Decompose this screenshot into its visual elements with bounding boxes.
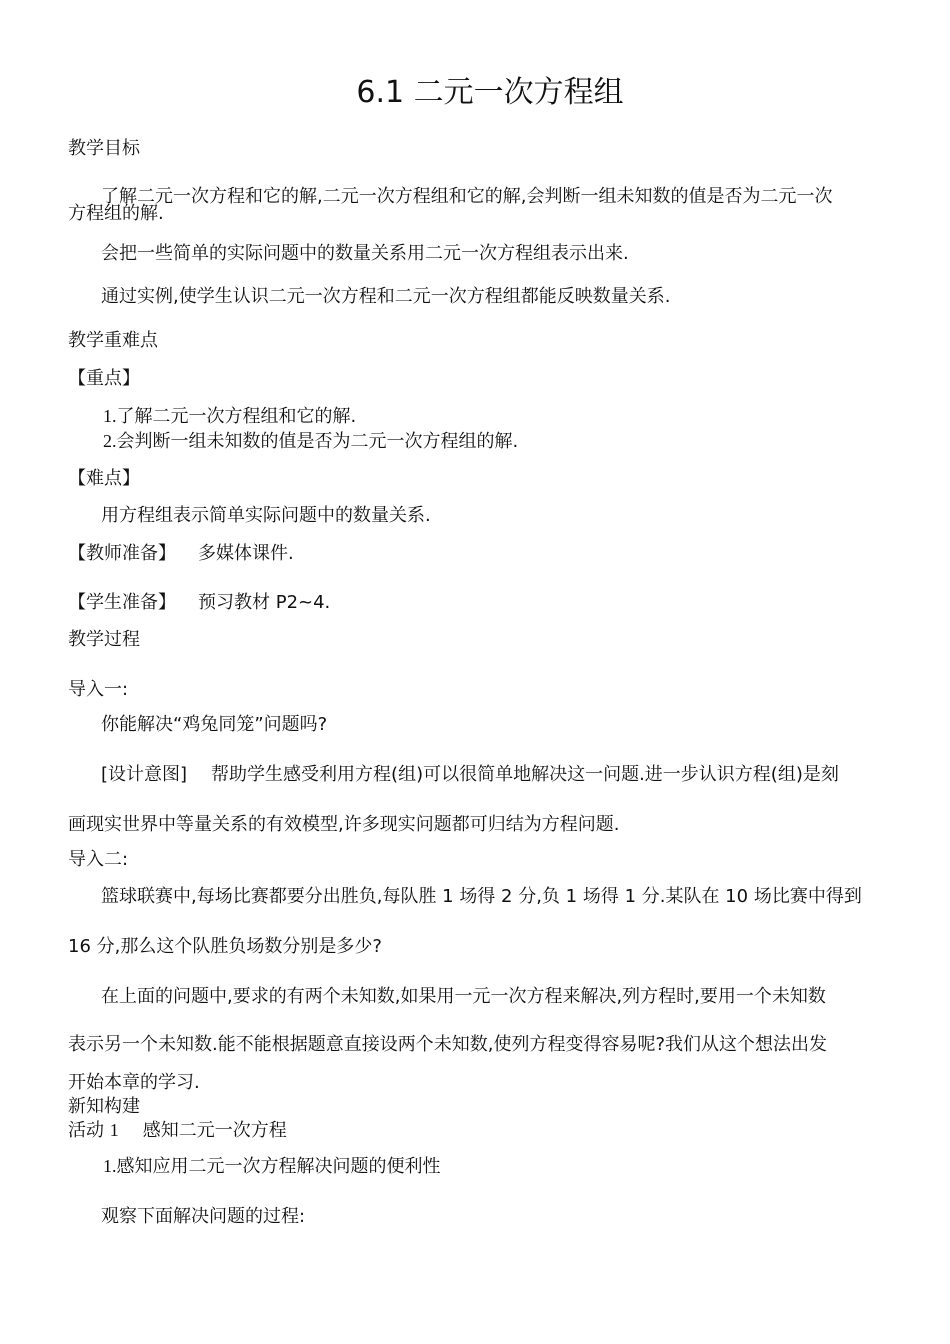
design-intent-text: 帮助学生感受利用方程(组)可以很简单地解决这一问题.进一步认识方程(组)是刻: [211, 764, 839, 785]
key-item-number: 2.: [103, 431, 117, 451]
student-prep: [68, 591, 330, 615]
activity-number: 1: [109, 1120, 119, 1140]
design-intent-label: [设计意图]: [101, 764, 188, 785]
intro-2-line-1: 篮球联赛中,每场比赛都要分出胜负,每队胜 1 场得 2 分,负 1 场得 1 分.某队在 10 场比赛中得到: [101, 886, 862, 907]
teacher-prep-label: 【教师准备】: [68, 543, 176, 564]
section-heading-keypoints: 教学重难点: [68, 330, 158, 351]
section-heading-process: 教学过程: [68, 629, 140, 650]
design-intent-line-1: [101, 763, 839, 787]
difficulty-text: 用方程组表示简单实际问题中的数量关系.: [101, 505, 431, 526]
activity-label: 活动: [68, 1120, 104, 1141]
student-prep-text: 预习教材 P2~4.: [198, 592, 331, 613]
teacher-prep: [68, 542, 294, 566]
activity-heading: [68, 1118, 287, 1143]
problem-paragraph-line-2: 表示另一个未知数.能不能根据题意直接设两个未知数,使列方程变得容易呢?我们从这个想法出发: [68, 1034, 827, 1055]
key-item-1: [103, 404, 356, 429]
key-item-text: 会判断一组未知数的值是否为二元一次方程组的解.: [116, 431, 519, 452]
key-item-number: 1.: [103, 406, 117, 426]
observe-text: 观察下面解决问题的过程:: [101, 1206, 306, 1227]
activity-title: 感知二元一次方程: [142, 1120, 287, 1141]
section-heading-new-knowledge: 新知构建: [68, 1096, 140, 1117]
design-intent-line-2: 画现实世界中等量关系的有效模型,许多现实问题都可归结为方程问题.: [68, 814, 620, 835]
intro-1-question: 你能解决“鸡兔同笼”问题吗?: [101, 714, 328, 735]
goals-paragraph-3: 通过实例,使学生认识二元一次方程和二元一次方程组都能反映数量关系.: [101, 286, 671, 307]
problem-paragraph-line-1: 在上面的问题中,要求的有两个未知数,如果用一元一次方程来解决,列方程时,要用一个未知数: [101, 986, 826, 1007]
intro-1-label: 导入一:: [68, 679, 129, 700]
student-prep-label: 【学生准备】: [68, 592, 176, 613]
teacher-prep-text: 多媒体课件.: [198, 543, 294, 564]
key-item-2: [103, 429, 518, 454]
intro-2-line-2: 16 分,那么这个队胜负场数分别是多少?: [68, 936, 382, 957]
intro-2-label: 导入二:: [68, 849, 129, 870]
activity-item-1: [103, 1154, 441, 1179]
section-heading-goals: 教学目标: [68, 138, 140, 159]
difficulty-label: 【难点】: [68, 468, 140, 489]
goals-paragraph-1-line-2: 方程组的解.: [68, 203, 164, 224]
key-label: 【重点】: [68, 368, 140, 389]
page-title: 6.1 二元一次方程组: [356, 75, 624, 110]
goals-paragraph-1-line-1: 了解二元一次方程和它的解,二元一次方程组和它的解,会判断一组未知数的值是否为二元一次: [101, 186, 833, 207]
activity-item-number: 1.: [103, 1156, 117, 1176]
problem-paragraph-line-3: 开始本章的学习.: [68, 1072, 200, 1093]
activity-item-text: 感知应用二元一次方程解决问题的便利性: [116, 1156, 441, 1177]
goals-paragraph-2: 会把一些简单的实际问题中的数量关系用二元一次方程组表示出来.: [101, 243, 629, 264]
key-item-text: 了解二元一次方程组和它的解.: [116, 406, 357, 427]
